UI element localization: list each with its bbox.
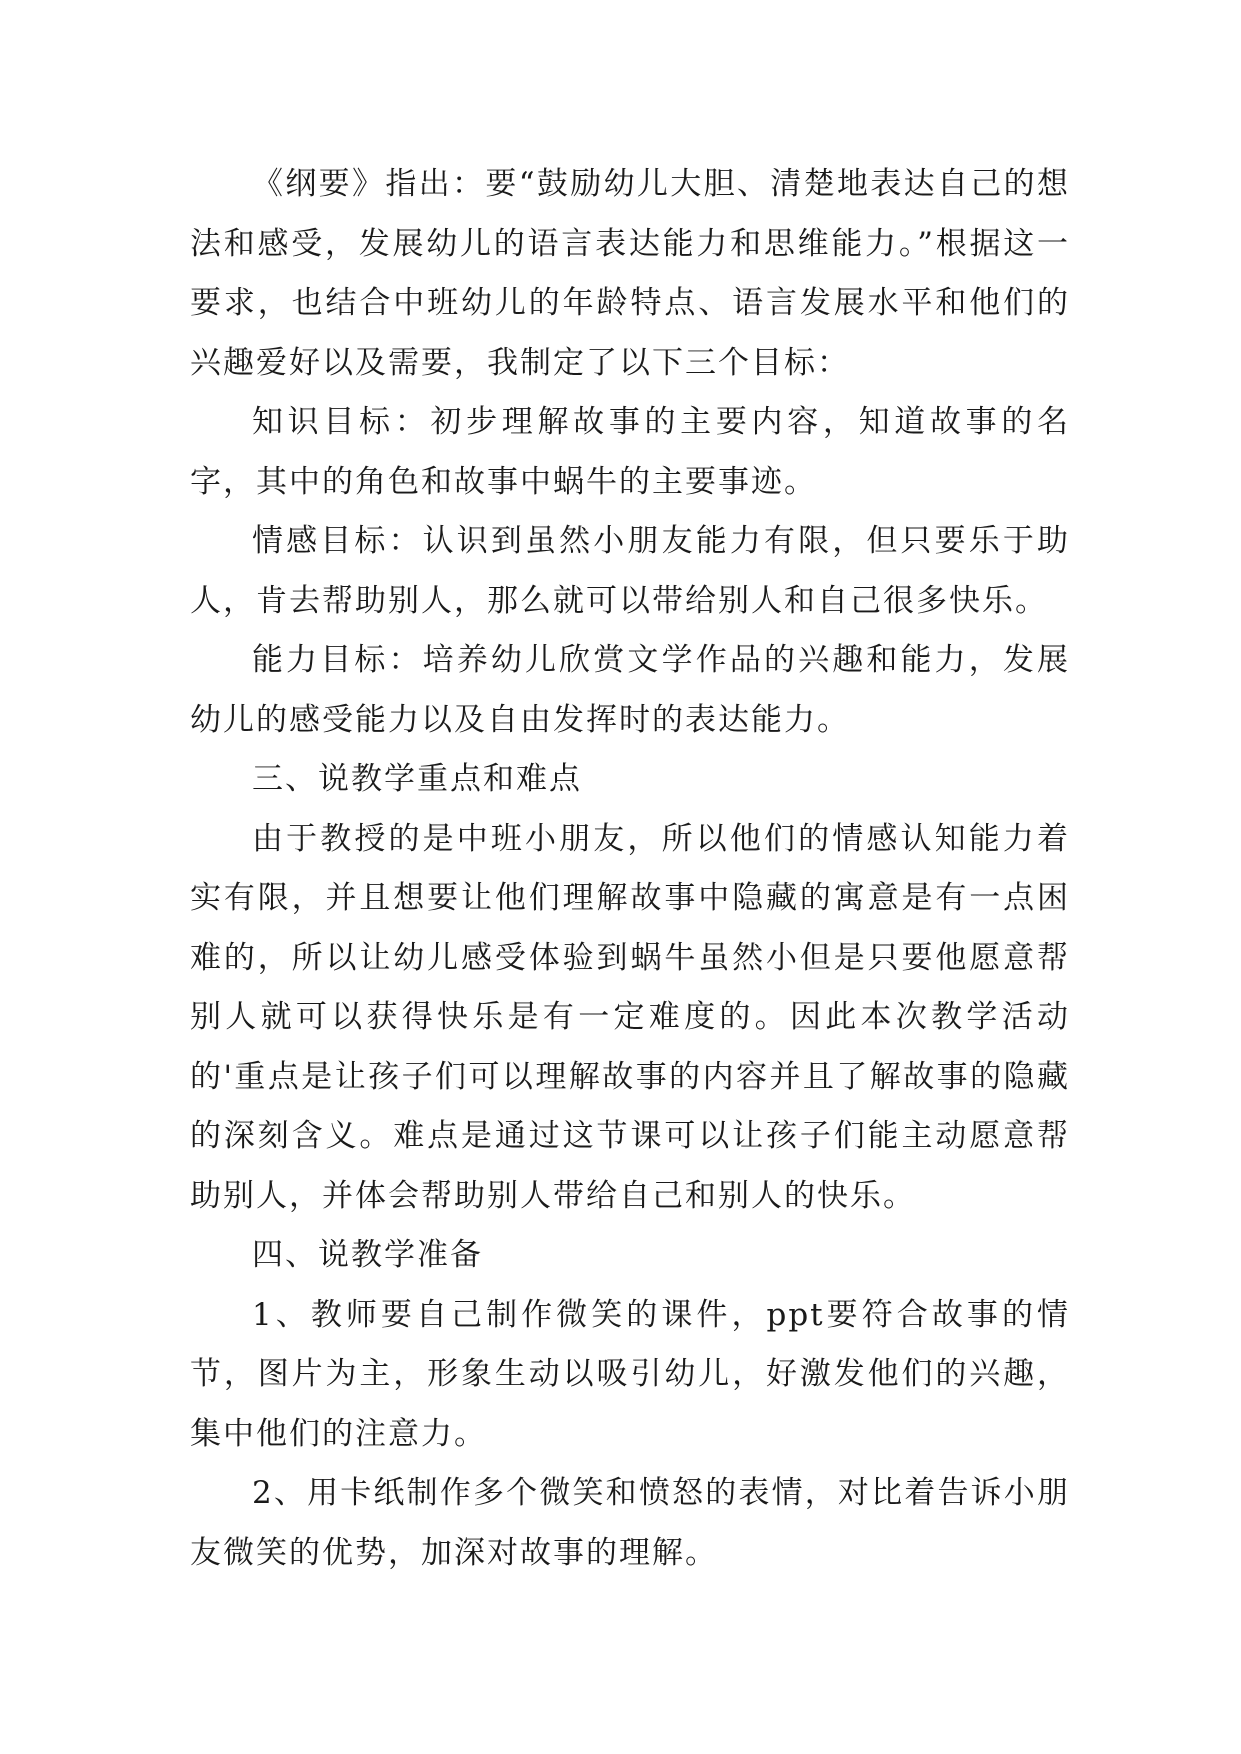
- paragraph-preparation-1: 1、教师要自己制作微笑的课件，ppt要符合故事的情节，图片为主，形象生动以吸引幼儿，好激发他们的兴趣，集中他们的注意力。: [190, 1296, 1070, 1452]
- section-heading-key-points: 三、说教学重点和难点: [252, 761, 582, 797]
- section-heading-preparation: 四、说教学准备: [252, 1237, 483, 1273]
- paragraph-preparation-2: 2、用卡纸制作多个微笑和愤怒的表情，对比着告诉小朋友微笑的优势，加深对故事的理解。: [190, 1475, 1070, 1571]
- paragraph-key-points: 由于教授的是中班小朋友，所以他们的情感认知能力着实有限，并且想要让他们理解故事中隐藏的寓意是有一点困难的，所以让幼儿感受体验到蜗牛虽然小但是只要他愿意帮别人就可以获得快乐是有一定难度的。因此本次教学活动的'重点是让孩子们可以理解故事的内容并且了解故事的隐藏的深刻含义。难点是通过这节课可以让孩子们能主动愿意帮助别人，并体会帮助别人带给自己和别人的快乐。: [190, 820, 1070, 1214]
- paragraph-guidelines: 《纲要》指出：要“鼓励幼儿大胆、清楚地表达自己的想法和感受，发展幼儿的语言表达能力和思维能力。”根据这一要求，也结合中班幼儿的年龄特点、语言发展水平和他们的兴趣爱好以及需要，我制定了以下三个目标：: [190, 166, 1070, 381]
- paragraph-knowledge-goal: 知识目标：初步理解故事的主要内容，知道故事的名字，其中的角色和故事中蜗牛的主要事迹。: [190, 404, 1070, 500]
- paragraph-emotion-goal: 情感目标：认识到虽然小朋友能力有限，但只要乐于助人，肯去帮助别人，那么就可以带给别人和自己很多快乐。: [190, 523, 1070, 619]
- paragraph-ability-goal: 能力目标：培养幼儿欣赏文学作品的兴趣和能力，发展幼儿的感受能力以及自由发挥时的表达能力。: [190, 642, 1070, 738]
- document-body: [190, 155, 1070, 1583]
